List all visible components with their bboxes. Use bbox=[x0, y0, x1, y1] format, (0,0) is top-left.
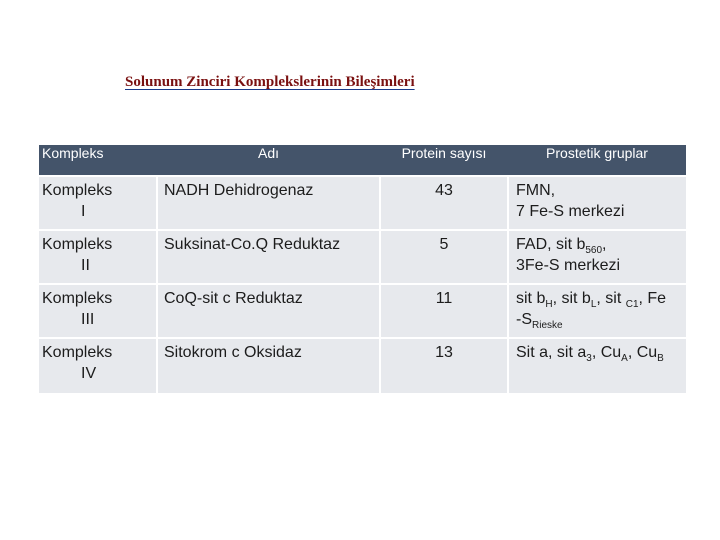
subscript: B bbox=[657, 353, 664, 365]
table-row bbox=[39, 338, 686, 394]
subscript: 560 bbox=[585, 245, 603, 257]
table-row bbox=[39, 284, 686, 338]
table-row bbox=[39, 230, 686, 284]
cell-kompleks bbox=[39, 284, 157, 338]
prosthetic-group-line: $-S_{Rieske}$ bbox=[516, 311, 563, 332]
complex-table bbox=[39, 145, 686, 395]
cell-kompleks bbox=[39, 230, 157, 284]
prosthetic-group-line: 7 Fe-S merkezi bbox=[516, 203, 625, 220]
prosthetic-group-line: 3Fe-S merkezi bbox=[516, 257, 621, 274]
cell-prosthetic-groups bbox=[508, 338, 686, 394]
header-kompleks: Kompleks bbox=[39, 145, 157, 176]
subscript: A bbox=[621, 353, 628, 365]
header-adi: Adı bbox=[157, 145, 380, 176]
prosthetic-group-line: FAD, sit $b_{560}$, bbox=[516, 236, 607, 257]
kompleks-label: Kompleks bbox=[42, 236, 113, 253]
cell-name: Sitokrom c Oksidaz bbox=[157, 338, 380, 394]
cell-prosthetic-groups bbox=[508, 284, 686, 338]
cell-protein-count: 5 bbox=[380, 230, 508, 284]
prosthetic-group-line: Sit a, sit $a_3$, $Cu_A$, $Cu_B$ bbox=[516, 344, 664, 365]
subscript: L bbox=[590, 299, 597, 311]
cell-protein-count: 11 bbox=[380, 284, 508, 338]
kompleks-label: Kompleks bbox=[42, 182, 113, 199]
subscript: Rieske bbox=[532, 320, 563, 332]
subscript: H bbox=[545, 299, 553, 311]
kompleks-number: III bbox=[81, 311, 95, 328]
kompleks-number: II bbox=[81, 257, 90, 274]
prosthetic-group-line: sit $b_H$, sit $b_L$, sit $_{C1}$, Fe bbox=[516, 290, 667, 311]
cell-name: Suksinat-Co.Q Reduktaz bbox=[157, 230, 380, 284]
subscript: 3 bbox=[586, 353, 592, 365]
cell-prosthetic-groups bbox=[508, 176, 686, 230]
header-protein-sayisi: Protein sayısı bbox=[380, 145, 508, 176]
table-row bbox=[39, 176, 686, 230]
cell-kompleks bbox=[39, 338, 157, 394]
cell-name: CoQ-sit c Reduktaz bbox=[157, 284, 380, 338]
cell-kompleks bbox=[39, 176, 157, 230]
cell-protein-count: 13 bbox=[380, 338, 508, 394]
prosthetic-group-line: FMN, bbox=[516, 182, 556, 199]
kompleks-number: IV bbox=[81, 365, 97, 382]
kompleks-number: I bbox=[81, 203, 86, 220]
kompleks-label: Kompleks bbox=[42, 344, 113, 361]
table-header-row bbox=[39, 145, 686, 176]
header-prostetik-gruplar: Prostetik gruplar bbox=[508, 145, 686, 176]
kompleks-label: Kompleks bbox=[42, 290, 113, 307]
cell-prosthetic-groups bbox=[508, 230, 686, 284]
cell-protein-count: 43 bbox=[380, 176, 508, 230]
page-title: Solunum Zinciri Komplekslerinin Bileşimleri bbox=[125, 74, 415, 90]
cell-name: NADH Dehidrogenaz bbox=[157, 176, 380, 230]
subscript: C1 bbox=[625, 299, 639, 311]
